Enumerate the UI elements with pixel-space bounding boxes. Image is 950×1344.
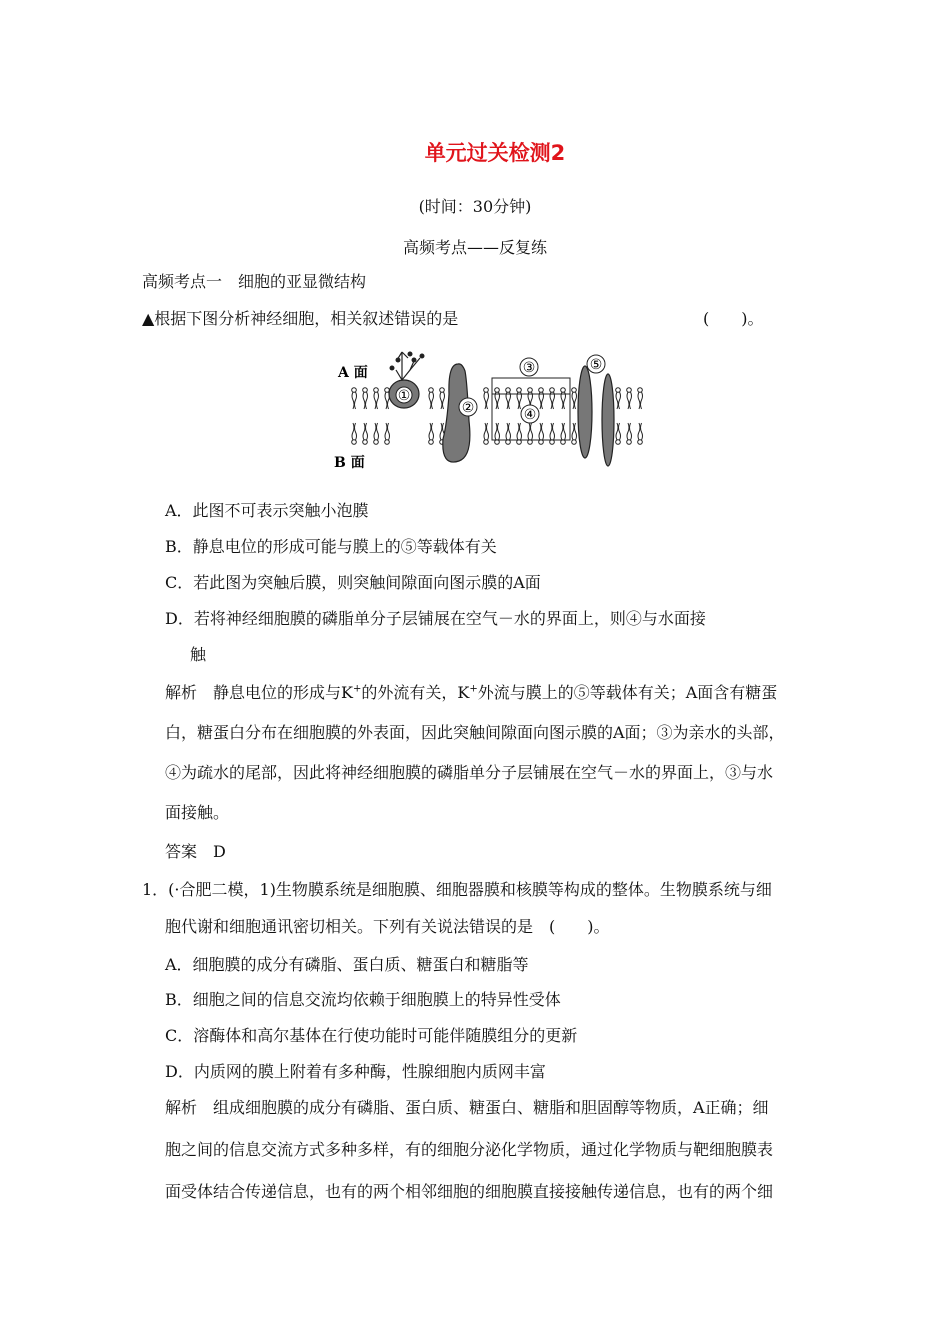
page-title: 单元过关检测2 [424, 141, 566, 165]
phospholipid-inner [539, 423, 544, 444]
phospholipid-inner [561, 423, 566, 444]
analysis-line-1: 解析 静息电位的形成与K+的外流有关，K+外流与膜上的⑤等载体有关；A面含有糖蛋 [165, 683, 778, 702]
marker-4: ④ [523, 407, 537, 423]
phospholipid-inner [572, 423, 577, 444]
phospholipid-outer [506, 388, 511, 409]
membrane-diagram [330, 350, 650, 475]
marker-1: ① [397, 388, 411, 404]
phospholipid-outer [429, 388, 434, 409]
time-note: (时间：30分钟) [418, 197, 532, 216]
phospholipid-inner [429, 423, 434, 444]
option-d: D．若将神经细胞膜的磷脂单分子层铺展在空气－水的界面上，则④与水面接 [165, 609, 706, 628]
phospholipid-outer [495, 388, 500, 409]
question-1-stem-line-2: 胞代谢和细胞通讯密切相关。下列有关说法错误的是 ( )。 [165, 917, 610, 936]
q1-analysis-line-1: 解析 组成细胞膜的成分有磷脂、蛋白质、糖蛋白、糖脂和胆固醇等物质，A正确；细 [165, 1098, 769, 1117]
answer-bracket: ( )。 [703, 309, 764, 328]
phospholipid-inner [352, 423, 357, 444]
carrier-protein-b [602, 374, 614, 466]
marker-3: ③ [522, 360, 536, 376]
phospholipid-outer [352, 388, 357, 409]
phospholipid-outer [627, 388, 632, 409]
phospholipid-inner [517, 423, 522, 444]
phospholipid-outer [484, 388, 489, 409]
question-stem: ▲根据下图分析神经细胞，相关叙述错误的是 [142, 309, 459, 328]
phospholipid-outer [550, 388, 555, 409]
phospholipid-outer [363, 388, 368, 409]
marker-2: ② [461, 400, 475, 416]
phospholipid-inner [638, 423, 643, 444]
phospholipid-inner [484, 423, 489, 444]
option-d-continued: 触 [190, 645, 207, 664]
phospholipid-outer [440, 388, 445, 409]
q1-option-c: C．溶酶体和高尔基体在行使功能时可能伴随膜组分的更新 [165, 1026, 578, 1045]
phospholipid-inner [550, 423, 555, 444]
phospholipid-inner [374, 423, 379, 444]
phospholipid-outer [616, 388, 621, 409]
analysis-line-3: ④为疏水的尾部，因此将神经细胞膜的磷脂单分子层铺展在空气－水的界面上，③与水 [165, 763, 774, 782]
phospholipid-outer [572, 388, 577, 409]
option-a: A．此图不可表示突触小泡膜 [165, 501, 369, 520]
phospholipid-inner [627, 423, 632, 444]
q1-option-d: D．内质网的膜上附着有多种酶，性腺细胞内质网丰富 [165, 1062, 546, 1081]
q1-analysis-line-2: 胞之间的信息交流方式多种多样，有的细胞分泌化学物质，通过化学物质与靶细胞膜表 [165, 1140, 774, 1159]
option-c: C．若此图为突触后膜，则突触间隙面向图示膜的A面 [165, 573, 541, 592]
option-b: B．静息电位的形成可能与膜上的⑤等载体有关 [165, 537, 497, 556]
q1-analysis-line-3: 面受体结合传递信息，也有的两个相邻细胞的细胞膜直接接触传递信息，也有的两个细 [165, 1182, 774, 1201]
phospholipid-outer [561, 388, 566, 409]
section-heading: 高频考点——反复练 [402, 238, 547, 257]
phospholipid-inner [616, 423, 621, 444]
phospholipid-inner [495, 423, 500, 444]
analysis-line-4: 面接触。 [165, 803, 230, 822]
phospholipid-inner [528, 423, 533, 444]
phospholipid-inner [385, 423, 390, 444]
phospholipid-outer [517, 388, 522, 409]
phospholipid-outer [374, 388, 379, 409]
phospholipid-inner [363, 423, 368, 444]
phospholipid-outer [539, 388, 544, 409]
question-1-stem-line-1: 1．(·合肥二模，1)生物膜系统是细胞膜、细胞器膜和核膜等构成的整体。生物膜系统与细 [142, 880, 772, 899]
marker-5: ⑤ [589, 357, 603, 373]
q1-option-a: A．细胞膜的成分有磷脂、蛋白质、糖蛋白和糖脂等 [165, 955, 529, 974]
phospholipid-inner [506, 423, 511, 444]
label-face-b: B 面 [334, 455, 365, 471]
answer: 答案 D [165, 842, 226, 861]
topic-heading: 高频考点一 细胞的亚显微结构 [142, 272, 367, 291]
analysis-line-2: 白，糖蛋白分布在细胞膜的外表面，因此突触间隙面向图示膜的A面；③为亲水的头部， [165, 723, 785, 742]
q1-option-b: B．细胞之间的信息交流均依赖于细胞膜上的特异性受体 [165, 990, 561, 1009]
phospholipid-bottom-layer [352, 423, 643, 444]
phospholipid-outer [638, 388, 643, 409]
label-face-a: A 面 [338, 365, 368, 381]
carrier-protein-a [578, 366, 592, 458]
